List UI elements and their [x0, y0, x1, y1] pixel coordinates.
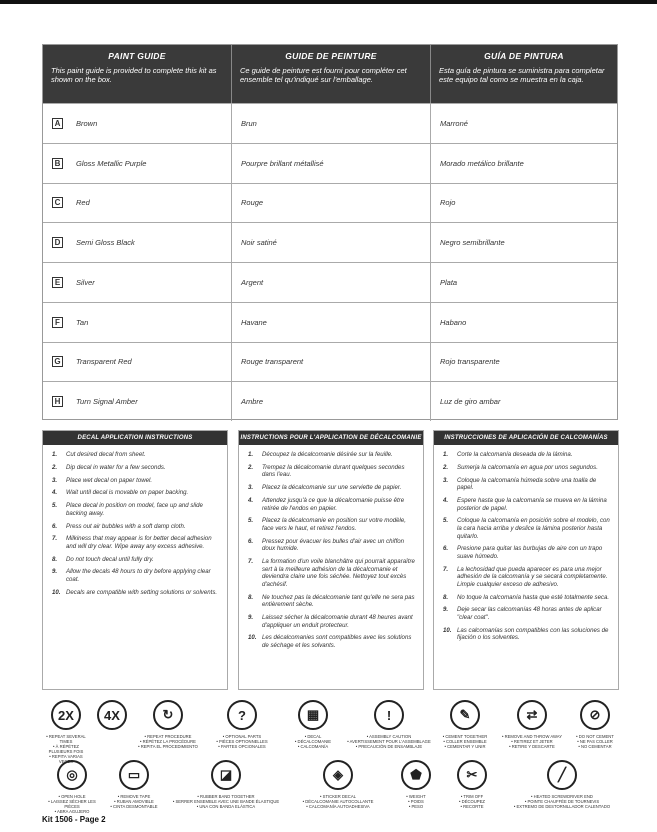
- paint-cell-es: [431, 303, 617, 342]
- icon-caption: • REPEAT PROCEDURE • RÉPÉTEZ LA PROCÉDURE • REPITA EL PROCEDIMIENTO: [138, 734, 198, 749]
- paint-row: [43, 183, 617, 223]
- paint-name-en: Semi Gloss Black: [76, 238, 135, 248]
- paint-name-en: Turn Signal Amber: [76, 397, 138, 407]
- symbol-legend-item: [442, 760, 502, 814]
- icon-caption: • REMOVE TAPE • RUBAN AMOVIBLE • CINTA DESMONTABLE: [110, 794, 158, 809]
- step-text: Placez la décalcomanie en position sur votre modèle, face vers le haut, et retirez l'endos.: [262, 517, 406, 532]
- paint-row: [43, 342, 617, 382]
- step-number: 2.: [248, 463, 254, 471]
- step-text: Deje secar las calcomanías 48 horas antes de aplicar "clear coat".: [457, 606, 602, 621]
- decal-step: [248, 558, 417, 588]
- paint-row: [43, 143, 617, 183]
- header-title-es: GUÍA DE PINTURA: [484, 51, 564, 61]
- paint-cell-en: [43, 343, 232, 382]
- paint-cell-en: [43, 263, 232, 302]
- decal-step: [52, 477, 221, 485]
- icon-symbol: ✎: [459, 707, 471, 722]
- icon-symbol: ⬟: [410, 767, 422, 782]
- step-number: 2.: [443, 463, 449, 471]
- paint-letter: H: [52, 396, 63, 407]
- paint-name-en: Silver: [76, 277, 95, 287]
- decal-instructions-en: [42, 430, 228, 690]
- step-text: Press out air bubbles with a soft damp cloth.: [66, 522, 186, 530]
- paint-cell-fr: [232, 184, 431, 223]
- decal-instructions-fr: [238, 430, 424, 690]
- header-title-fr: GUIDE DE PEINTURE: [285, 51, 377, 61]
- decal-step: [443, 497, 612, 512]
- decal-step: [248, 634, 417, 649]
- icon-caption: • OPEN HOLE • LAISSEZ SÉCHER LES PIÈCES • ABRA AGUJERO: [48, 794, 96, 814]
- paint-cell-fr: [232, 343, 431, 382]
- paint-name-es: Morado metálico brillante: [440, 158, 524, 168]
- paint-name-es: Rojo transparente: [440, 357, 500, 367]
- step-number: 2.: [52, 463, 58, 471]
- step-text: Les décalcomanies sont compatibles avec les solutions de séchage et les solvants.: [262, 634, 412, 649]
- decal-step: [248, 594, 417, 609]
- icon-symbol: ▦: [306, 707, 320, 722]
- paint-name-fr: Havane: [241, 317, 267, 327]
- paint-letter: B: [52, 158, 63, 169]
- header-desc-es: Esta guía de pintura se suministra para completar este equipo tal como se muestra en la caja.: [439, 66, 605, 84]
- step-number: 1.: [52, 451, 58, 458]
- step-text: Allow the decals 48 hours to dry before applying clear coat.: [66, 568, 211, 584]
- step-text: Ne touchez pas la décalcomanie tant qu'elle ne sera pas entièrement sèche.: [262, 593, 415, 609]
- step-number: 3.: [443, 476, 449, 484]
- header-en: [43, 45, 232, 103]
- step-text: La formation d'un voile blanchâtre qui pourrait apparaître sert à la meilleure adhésion de la décalcomanie et deviendra claire une fois séchée. Nettoyez tout excès d'achésif.: [262, 558, 415, 588]
- paint-guide-table: [42, 44, 618, 420]
- paint-row: [43, 302, 617, 342]
- step-number: 9.: [443, 606, 449, 614]
- header-fr: [232, 45, 431, 103]
- symbol-legend-item: [390, 760, 442, 814]
- step-text: Coloque la calcomanía en posición sobre el modelo, con la cara hacia arriba y deslice la lámina posterior hasta quitarlo.: [457, 517, 610, 540]
- icon-caption: • TRIM OFF • DÉCOUPEZ • RECORTE: [459, 794, 485, 809]
- step-text: Do not touch decal until fully dry.: [66, 555, 154, 563]
- paint-name-en: Tan: [76, 317, 89, 327]
- step-text: Trempez la décalcomanie durant quelques secondes dans l'eau.: [262, 463, 405, 479]
- paint-cell-en: [43, 144, 232, 183]
- icon-caption: • REMOVE AND THROW AWAY • RETIREZ ET JETER • RETIRE Y DESCARTE: [501, 734, 563, 749]
- paint-cell-fr: [232, 104, 431, 143]
- step-number: 7.: [52, 535, 58, 543]
- paint-name-fr: Pourpre brillant métallisé: [241, 158, 324, 168]
- step-number: 8.: [248, 593, 254, 601]
- paint-name-es: Habano: [440, 317, 467, 327]
- icon-symbol: ▭: [127, 767, 141, 782]
- remove-tape-icon: [119, 760, 149, 790]
- open-hole-icon: [57, 760, 87, 790]
- paint-name-fr: Rouge: [241, 198, 264, 208]
- symbol-legend-item: [282, 700, 344, 764]
- step-number: 3.: [248, 484, 254, 492]
- paint-name-fr: Rouge transparent: [241, 357, 304, 367]
- decal-step: [52, 451, 221, 459]
- symbol-legend-item: [434, 700, 496, 764]
- paint-letter: F: [52, 317, 63, 328]
- paint-cell-es: [431, 144, 617, 183]
- icon-caption: • REPEAT SEVERAL TIMES • À RÉPÉTEZ PLUSIEURS FOIS • REPITA VARIAS VECES: [46, 734, 86, 764]
- paint-guide-header: [43, 45, 617, 103]
- paint-name-fr: Brun: [241, 118, 257, 128]
- icon-caption: • ASSEMBLY CAUTION • AVERTISSEMENT POUR L'ASSEMBLAGE • PRECAUCIÓN DE ENSAMBLAJE: [347, 734, 431, 749]
- step-number: 3.: [52, 476, 58, 484]
- paint-name-es: Negro semibrillante: [440, 238, 505, 248]
- cement-icon: [450, 700, 480, 730]
- step-number: 10.: [443, 626, 452, 634]
- decal-step: [443, 464, 612, 472]
- paint-name-es: Luz de giro ambar: [440, 397, 501, 407]
- paint-name-en: Red: [76, 198, 90, 208]
- paint-row: [43, 222, 617, 262]
- step-text: Coloque la calcomanía húmeda sobre una toalla de papel.: [457, 476, 597, 492]
- icon-caption: • STICKER DECAL • DÉCALCOMANIE AUTOCOLLANTE • CALCOMANÍA AUTOADHESIVA: [302, 794, 374, 809]
- icon-caption: • HEATED SCREWDRIVER END • POINTE CHAUFFÉE DE TOURNEVIS • EXTREMO DE DESTORNILLADOR CALENTADO: [513, 794, 611, 809]
- icon-caption: • RUBBER BAND TOGETHER • SERRER ENSEMBLE AVEC UNE BANDE ÉLASTIQUE • UNA CON BANDA ELÁSTICA: [172, 794, 280, 809]
- trim-off-icon: [457, 760, 487, 790]
- paint-cell-en: [43, 303, 232, 342]
- step-text: Place wet decal on paper towel.: [66, 476, 153, 484]
- symbol-legend-item: [202, 700, 282, 764]
- step-number: 1.: [443, 451, 449, 458]
- icon-symbol: ⇄: [526, 707, 538, 722]
- paint-cell-es: [431, 343, 617, 382]
- step-number: 5.: [52, 502, 58, 510]
- repeat-4x-icon: [97, 700, 127, 730]
- decal-step: [443, 606, 612, 621]
- paint-letter: C: [52, 197, 63, 208]
- decal-step: [248, 497, 417, 512]
- symbol-legend-item: [286, 760, 390, 814]
- paint-letter: A: [52, 118, 63, 129]
- do-not-cement-icon: [580, 700, 610, 730]
- paint-row: [43, 262, 617, 302]
- decal-step: [443, 594, 612, 602]
- rubber-band-icon: [211, 760, 241, 790]
- decal-step: [443, 627, 612, 642]
- step-number: 6.: [443, 545, 449, 553]
- icon-symbol: ✂: [466, 767, 478, 782]
- decal-step: [52, 523, 221, 531]
- paint-name-fr: Argent: [241, 277, 264, 287]
- symbol-legend-item: [42, 760, 102, 814]
- icon-symbol: ?: [238, 707, 246, 723]
- decal-icon: [298, 700, 328, 730]
- icon-symbol: ╱: [558, 767, 566, 782]
- paint-cell-en: [43, 184, 232, 223]
- icon-symbol: 4X: [104, 707, 120, 723]
- decal-step: [248, 484, 417, 492]
- paint-name-es: Rojo: [440, 198, 456, 208]
- decal-step: [248, 614, 417, 629]
- header-desc-fr: Ce guide de peinture est fourni pour compléter cet ensemble tel qu'indiqué sur l'emballage.: [240, 66, 407, 84]
- symbol-legend-item: [102, 760, 166, 814]
- symbol-legend-row-1: [42, 700, 622, 764]
- paint-row: [43, 103, 617, 143]
- paint-cell-en: [43, 223, 232, 262]
- step-number: 8.: [52, 555, 58, 563]
- decal-step: [52, 568, 221, 583]
- symbol-legend-item: [90, 700, 134, 764]
- paint-name-fr: Ambre: [241, 397, 264, 407]
- step-text: Espere hasta que la calcomanía se mueva en la lámina posterior de papel.: [457, 496, 607, 512]
- decal-step: [52, 535, 221, 550]
- paint-cell-es: [431, 223, 617, 262]
- decal-step: [52, 589, 221, 597]
- icon-symbol: 2X: [58, 707, 74, 723]
- step-text: Placez la décalcomanie sur une serviette de papier.: [262, 484, 402, 492]
- remove-throw-away-icon: [517, 700, 547, 730]
- decal-step: [248, 464, 417, 479]
- symbol-legend-item: [42, 700, 90, 764]
- step-text: La lechosidad que pueda aparecer es para una mejor adhesión de la calcomanía y se secará completamente. Limpie cualquier exceso de adhesivo.: [457, 565, 608, 588]
- weight-icon: [401, 760, 431, 790]
- decal-step: [443, 451, 612, 459]
- step-number: 4.: [52, 489, 58, 497]
- icon-caption: • DECAL • DÉCALCOMANIE • CALCOMANÍA: [294, 734, 332, 749]
- step-text: Laissez sécher la décalcomanie durant 48 heures avant d'appliquer un enduit protecteur.: [262, 614, 413, 629]
- decal-step: [248, 538, 417, 553]
- icon-caption: • WEIGHT • POIDS • PESO: [406, 794, 426, 809]
- symbol-legend-item: [134, 700, 202, 764]
- paint-cell-es: [431, 104, 617, 143]
- decal-title-fr: INSTRUCTIONS POUR L'APPLICATION DE DÉCALCOMANIE: [239, 431, 423, 445]
- repeat-procedure-icon: [153, 700, 183, 730]
- header-es: [431, 45, 617, 103]
- decal-step: [52, 502, 221, 517]
- symbol-legend-item: [568, 700, 622, 764]
- paint-name-fr: Noir satiné: [241, 238, 277, 248]
- step-number: 5.: [248, 517, 254, 525]
- caution-icon: [374, 700, 404, 730]
- step-number: 10.: [52, 588, 61, 596]
- symbol-legend-item: [166, 760, 286, 814]
- decal-instructions-es: [433, 430, 619, 690]
- step-text: Presione para quitar las burbujas de aire con un trapo suave húmedo.: [457, 545, 603, 560]
- paint-cell-en: [43, 104, 232, 143]
- paint-letter: D: [52, 237, 63, 248]
- decal-step: [248, 451, 417, 459]
- step-number: 10.: [248, 634, 257, 642]
- step-text: Cut desired decal from sheet.: [66, 451, 146, 458]
- icon-caption: • OPTIONAL PARTS • PIÈCES OPTIONNELLES • PARTES OPCIONALES: [216, 734, 268, 749]
- paint-name-en: Gloss Metallic Purple: [76, 158, 147, 168]
- step-text: Decals are compatible with setting solutions or solvents.: [66, 588, 218, 596]
- symbol-legend-item: [496, 700, 568, 764]
- repeat-2x-icon: [51, 700, 81, 730]
- page-footer: Kit 1506 - Page 2: [42, 815, 106, 824]
- sticker-decal-icon: [323, 760, 353, 790]
- step-text: No toque la calcomanía hasta que esté totalmente seca.: [457, 593, 610, 601]
- icon-caption: • DO NOT CEMENT • NE PAS COLLER • NO CEMENTAR: [576, 734, 614, 749]
- decal-step: [52, 556, 221, 564]
- step-text: Sumerja la calcomanía en agua por unos segundos.: [457, 463, 598, 471]
- step-text: Las calcomanías son compatibles con las soluciones de fijación o los solventes.: [457, 626, 609, 642]
- symbol-legend-item: [344, 700, 434, 764]
- step-number: 6.: [248, 537, 254, 545]
- decal-step: [52, 464, 221, 472]
- decal-title-es: INSTRUCCIONES DE APLICACIÓN DE CALCOMANÍAS: [434, 431, 618, 445]
- step-text: Pressez pour évacuer les bulles d'air avec un chiffon doux humide.: [262, 537, 405, 553]
- step-number: 6.: [52, 522, 58, 530]
- paint-letter: G: [52, 356, 63, 367]
- step-text: Corte la calcomanía deseada de la lámina.: [457, 451, 573, 458]
- header-title-en: PAINT GUIDE: [108, 51, 166, 61]
- paint-letter: E: [52, 277, 63, 288]
- icon-symbol: !: [386, 707, 392, 723]
- paint-cell-fr: [232, 263, 431, 302]
- step-number: 1.: [248, 451, 254, 458]
- symbol-legend-item: [502, 760, 622, 814]
- paint-name-en: Brown: [76, 118, 98, 128]
- step-text: Découpez la décalcomanie désirée sur la feuille.: [262, 451, 393, 458]
- heated-screwdriver-icon: [547, 760, 577, 790]
- icon-caption: • CEMENT TOGETHER • COLLER ENSEMBLE • CEMENTAR Y UNIR: [442, 734, 488, 749]
- step-number: 5.: [443, 517, 449, 525]
- paint-row: [43, 381, 617, 421]
- decal-step: [443, 517, 612, 540]
- paint-cell-fr: [232, 382, 431, 421]
- step-text: Wait until decal is movable on paper backing.: [66, 489, 189, 497]
- step-number: 7.: [248, 558, 254, 566]
- icon-symbol: ◎: [66, 767, 78, 782]
- paint-name-en: Transparent Red: [76, 357, 132, 367]
- optional-parts-icon: [227, 700, 257, 730]
- paint-name-es: Plata: [440, 277, 458, 287]
- icon-symbol: ◪: [219, 767, 233, 782]
- step-text: Milkiness that may appear is for better decal adhesion and will dry clear. Wipe away any excess adhesive.: [66, 535, 212, 550]
- paint-cell-es: [431, 382, 617, 421]
- paint-cell-fr: [232, 223, 431, 262]
- decal-step: [443, 545, 612, 560]
- symbol-legend-row-2: [42, 760, 622, 814]
- paint-cell-fr: [232, 303, 431, 342]
- header-desc-en: This paint guide is provided to complete this kit as shown on the box.: [51, 66, 217, 84]
- decal-step: [443, 477, 612, 492]
- paint-cell-fr: [232, 144, 431, 183]
- step-text: Place decal in position on model, face up and slide backing away.: [66, 502, 203, 517]
- paint-cell-es: [431, 184, 617, 223]
- step-text: Attendez jusqu'à ce que la décalcomanie puisse être retirée de l'endos en papier.: [262, 496, 405, 512]
- top-rule: [0, 0, 657, 4]
- icon-symbol: ↻: [162, 707, 174, 722]
- step-text: Dip decal in water for a few seconds.: [66, 463, 166, 471]
- decal-step: [443, 566, 612, 589]
- paint-cell-en: [43, 382, 232, 421]
- decal-step: [52, 489, 221, 497]
- step-number: 7.: [443, 565, 449, 573]
- step-number: 9.: [248, 614, 254, 621]
- decal-step: [248, 517, 417, 532]
- icon-symbol: ⊘: [589, 707, 601, 722]
- step-number: 4.: [248, 496, 254, 504]
- step-number: 8.: [443, 593, 449, 601]
- step-number: 9.: [52, 568, 58, 576]
- paint-name-es: Marroné: [440, 118, 468, 128]
- paint-cell-es: [431, 263, 617, 302]
- step-number: 4.: [443, 496, 449, 504]
- icon-symbol: ◈: [333, 767, 343, 782]
- decal-title-en: DECAL APPLICATION INSTRUCTIONS: [43, 431, 227, 445]
